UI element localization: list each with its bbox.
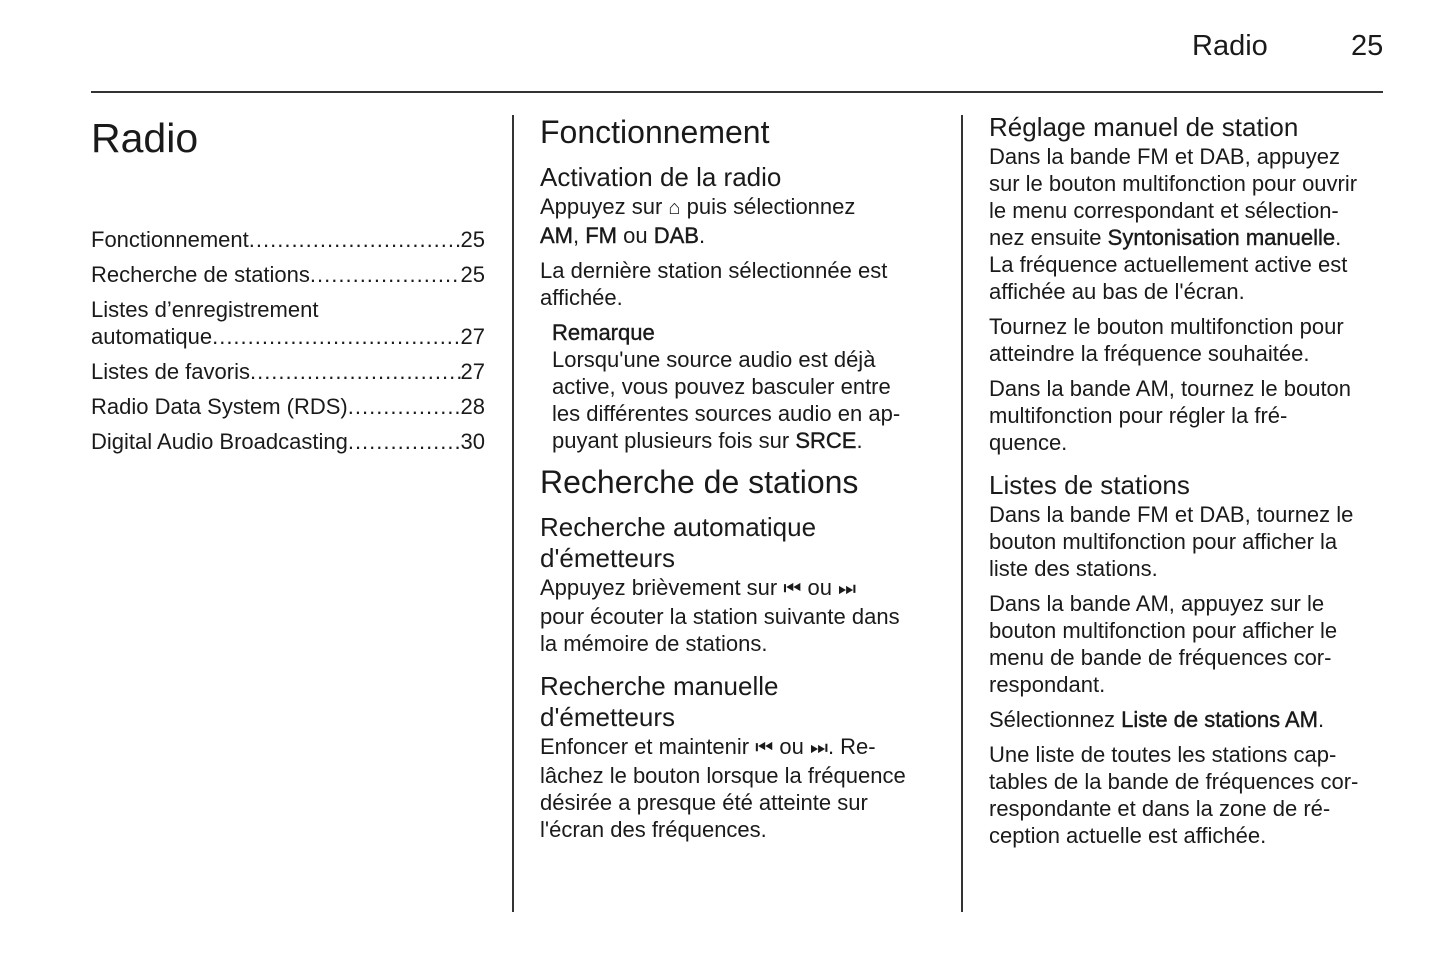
next-track-icon: ⏭ bbox=[809, 737, 828, 759]
text-span: Appuyez brièvement sur bbox=[540, 575, 784, 600]
text-line bbox=[989, 224, 1389, 251]
header-divider bbox=[91, 91, 1383, 93]
text-line: multifonction pour régler la fré- bbox=[989, 403, 1288, 428]
toc-entry-line bbox=[91, 323, 485, 350]
text-line: tables de la bande de fréquences cor- bbox=[989, 769, 1359, 794]
toc-entry-line bbox=[91, 261, 485, 288]
text-line: Dans la bande FM et DAB, appuyez bbox=[989, 144, 1340, 169]
toc-entry[interactable] bbox=[91, 358, 485, 385]
previous-track-icon: ⏮ bbox=[755, 737, 774, 759]
previous-track-icon: ⏮ bbox=[783, 578, 802, 600]
toc-entry-label: Listes d’enregistrement bbox=[91, 297, 319, 322]
text-line: Recherche de stations bbox=[540, 464, 859, 500]
paragraph bbox=[989, 375, 1389, 456]
column-divider bbox=[512, 115, 514, 912]
paragraph bbox=[989, 706, 1389, 733]
text-line: Listes de stations bbox=[989, 470, 1190, 500]
bold-term: DAB bbox=[653, 223, 699, 248]
text-line: le menu correspondant et sélection- bbox=[989, 198, 1339, 223]
text-span: . bbox=[1335, 225, 1342, 250]
text-line: Fonctionnement bbox=[540, 114, 770, 150]
text-line: La dernière station sélectionnée est bbox=[540, 258, 888, 283]
toc-entry-label: Recherche de stations bbox=[91, 262, 310, 287]
text-line: affichée au bas de l'écran. bbox=[989, 279, 1245, 304]
text-line bbox=[540, 222, 940, 249]
column-toc bbox=[91, 112, 485, 463]
text-line: menu de bande de fréquences cor- bbox=[989, 645, 1332, 670]
text-line: bouton multifonction pour afficher la bbox=[989, 529, 1338, 554]
toc-entry-label: Listes de favoris bbox=[91, 359, 250, 384]
text-span: , bbox=[573, 223, 586, 248]
home-icon: ⌂ bbox=[668, 197, 681, 219]
subsection-heading bbox=[989, 112, 1389, 143]
text-line: Une liste de toutes les stations cap- bbox=[989, 742, 1337, 767]
running-header-title: Radio bbox=[1192, 30, 1268, 62]
toc-entry-label: Fonctionnement bbox=[91, 227, 249, 252]
toc-entry-line bbox=[91, 226, 485, 253]
text-span: puis sélectionnez bbox=[680, 194, 856, 219]
text-line: Dans la bande AM, appuyez sur le bbox=[989, 591, 1325, 616]
toc-page-number: 25 bbox=[460, 227, 485, 252]
text-line bbox=[552, 319, 940, 346]
text-line: La fréquence actuellement active est bbox=[989, 252, 1348, 277]
column-operation bbox=[540, 112, 940, 851]
text-line: bouton multifonction pour afficher le bbox=[989, 618, 1338, 643]
text-line bbox=[540, 193, 940, 222]
text-line: affichée. bbox=[540, 285, 623, 310]
text-line bbox=[552, 427, 940, 454]
subsection-heading bbox=[540, 671, 940, 733]
toc-entry[interactable] bbox=[91, 296, 485, 350]
page-number: 25 bbox=[1351, 30, 1384, 62]
text-span: . Re- bbox=[827, 734, 876, 759]
text-line: lâchez le bouton lorsque la fréquence bbox=[540, 763, 906, 788]
subsection-heading bbox=[540, 162, 940, 193]
toc-entry-label: automatique bbox=[91, 324, 213, 349]
text-span: ou bbox=[801, 575, 839, 600]
text-span: Enfoncer et maintenir bbox=[540, 734, 756, 759]
text-line: désirée a presque été atteinte sur bbox=[540, 790, 868, 815]
text-line: Dans la bande AM, tournez le bouton bbox=[989, 376, 1352, 401]
paragraph bbox=[989, 501, 1389, 582]
text-span: puyant plusieurs fois sur bbox=[552, 428, 796, 453]
text-line: active, vous pouvez basculer entre bbox=[552, 374, 891, 399]
toc-entry-line bbox=[91, 393, 485, 420]
bold-term: SRCE bbox=[795, 428, 857, 453]
section-heading bbox=[540, 112, 940, 152]
dot-leader bbox=[348, 428, 461, 455]
toc-entry[interactable] bbox=[91, 261, 485, 288]
dot-leader bbox=[249, 226, 461, 253]
text-span: . bbox=[698, 223, 706, 248]
dot-leader bbox=[310, 261, 461, 288]
text-line: Recherche manuelle bbox=[540, 671, 779, 701]
subsection-heading bbox=[989, 470, 1389, 501]
toc-page-number: 27 bbox=[460, 359, 485, 384]
chapter-title: Radio bbox=[91, 115, 199, 161]
subsection-heading bbox=[540, 512, 940, 574]
toc-entry[interactable] bbox=[91, 428, 485, 455]
paragraph bbox=[989, 741, 1389, 849]
column-manual-tuning bbox=[989, 112, 1389, 857]
bold-term: FM bbox=[585, 223, 617, 248]
text-line: quence. bbox=[989, 430, 1068, 455]
text-span: . bbox=[856, 428, 863, 453]
text-line: Tournez le bouton multifonction pour bbox=[989, 314, 1344, 339]
text-span: nez ensuite bbox=[989, 225, 1108, 250]
text-line: sur le bouton multifonction pour ouvrir bbox=[989, 171, 1358, 196]
text-line: ception actuelle est affichée. bbox=[989, 823, 1267, 848]
paragraph bbox=[989, 313, 1389, 367]
text-line: respondant. bbox=[989, 672, 1106, 697]
toc-entry-label: Radio Data System (RDS) bbox=[91, 394, 348, 419]
text-line: atteindre la fréquence souhaitée. bbox=[989, 341, 1310, 366]
text-line: Recherche automatique bbox=[540, 512, 817, 542]
text-line: respondante et dans la zone de ré- bbox=[989, 796, 1331, 821]
dot-leader bbox=[348, 393, 461, 420]
text-line: la mémoire de stations. bbox=[540, 631, 768, 656]
text-line: les différentes sources audio en ap- bbox=[552, 401, 901, 426]
text-line: d'émetteurs bbox=[540, 543, 676, 573]
toc-entry-label: Digital Audio Broadcasting bbox=[91, 429, 348, 454]
text-line bbox=[540, 574, 940, 603]
toc-page-number: 25 bbox=[460, 262, 485, 287]
bold-term: Remarque bbox=[552, 320, 655, 345]
dot-leader bbox=[212, 323, 460, 350]
paragraph bbox=[989, 143, 1389, 305]
column-divider bbox=[961, 115, 963, 912]
text-line: Lorsqu'une source audio est déjà bbox=[552, 347, 876, 372]
dot-leader bbox=[250, 358, 461, 385]
text-span: . bbox=[1317, 707, 1325, 732]
toc-entry-line bbox=[91, 296, 485, 323]
toc-page-number: 27 bbox=[460, 324, 485, 349]
text-line: d'émetteurs bbox=[540, 702, 676, 732]
text-line: Réglage manuel de station bbox=[989, 112, 1299, 142]
text-line bbox=[540, 733, 940, 762]
toc-page-number: 30 bbox=[460, 429, 485, 454]
bold-term: Liste de stations AM bbox=[1121, 707, 1318, 732]
paragraph bbox=[540, 574, 940, 657]
paragraph bbox=[540, 733, 940, 843]
text-line bbox=[989, 706, 1389, 733]
section-heading bbox=[540, 462, 940, 502]
toc-entry-line bbox=[91, 358, 485, 385]
text-span: ou bbox=[773, 734, 810, 759]
text-span: Sélectionnez bbox=[989, 707, 1122, 732]
paragraph bbox=[540, 193, 940, 249]
toc-entry[interactable] bbox=[91, 226, 485, 253]
text-line: l'écran des fréquences. bbox=[540, 817, 767, 842]
text-line: Activation de la radio bbox=[540, 162, 782, 192]
note-box bbox=[540, 319, 940, 454]
toc-entry-line bbox=[91, 428, 485, 455]
paragraph bbox=[540, 257, 940, 311]
toc-page-number: 28 bbox=[460, 394, 485, 419]
text-span: Appuyez sur bbox=[540, 194, 669, 219]
text-line: Dans la bande FM et DAB, tournez le bbox=[989, 502, 1354, 527]
text-span: ou bbox=[617, 223, 654, 248]
table-of-contents bbox=[91, 226, 485, 455]
paragraph bbox=[989, 590, 1389, 698]
next-track-icon: ⏭ bbox=[838, 578, 857, 600]
bold-term: AM bbox=[540, 223, 573, 248]
bold-term: Syntonisation manuelle bbox=[1107, 225, 1336, 250]
toc-entry[interactable] bbox=[91, 393, 485, 420]
text-line: liste des stations. bbox=[989, 556, 1158, 581]
text-line: pour écouter la station suivante dans bbox=[540, 604, 900, 629]
